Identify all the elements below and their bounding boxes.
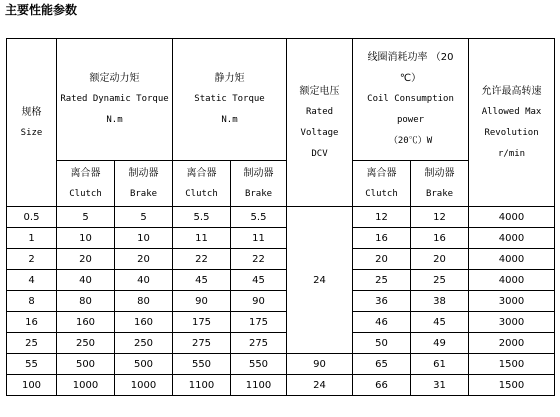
table-row	[7, 375, 555, 396]
cell-dynamic-clutch: 10	[57, 228, 115, 249]
cell-coil-clutch: 50	[353, 333, 411, 354]
cell-static-brake: 5.5	[231, 207, 287, 228]
subheader-coil-brake: 制动器 Brake	[411, 161, 469, 207]
page-title: 主要性能参数	[5, 3, 78, 17]
cell-dynamic-brake: 10	[115, 228, 173, 249]
cell-revolution: 3000	[469, 291, 555, 312]
cell-size: 1	[7, 228, 57, 249]
cell-coil-brake: 20	[411, 249, 469, 270]
cell-coil-brake: 61	[411, 354, 469, 375]
subheader-dynamic-brake: 制动器 Brake	[115, 161, 173, 207]
cell-coil-clutch: 12	[353, 207, 411, 228]
cell-revolution: 4000	[469, 207, 555, 228]
header-size: 规格 Size	[7, 39, 57, 207]
cell-dynamic-brake: 20	[115, 249, 173, 270]
cell-static-clutch: 5.5	[173, 207, 231, 228]
table-row	[7, 249, 555, 270]
header-coil-consumption: 线圈消耗功率 （20 ℃） Coil Consumption power （20℃）W	[353, 39, 469, 161]
cell-coil-brake: 31	[411, 375, 469, 396]
cell-revolution: 4000	[469, 270, 555, 291]
table-row	[7, 312, 555, 333]
cell-size: 4	[7, 270, 57, 291]
cell-voltage: 90	[287, 354, 353, 375]
cell-size: 100	[7, 375, 57, 396]
cell-coil-clutch: 36	[353, 291, 411, 312]
cell-coil-brake: 12	[411, 207, 469, 228]
cell-dynamic-clutch: 160	[57, 312, 115, 333]
cell-coil-clutch: 66	[353, 375, 411, 396]
table-header	[7, 39, 555, 207]
cell-dynamic-clutch: 1000	[57, 375, 115, 396]
cell-coil-clutch: 25	[353, 270, 411, 291]
cell-voltage: 24	[287, 207, 353, 354]
cell-revolution: 4000	[469, 228, 555, 249]
cell-dynamic-clutch: 40	[57, 270, 115, 291]
cell-size: 25	[7, 333, 57, 354]
cell-static-clutch: 275	[173, 333, 231, 354]
cell-coil-brake: 49	[411, 333, 469, 354]
cell-coil-brake: 45	[411, 312, 469, 333]
cell-static-clutch: 45	[173, 270, 231, 291]
cell-static-brake: 90	[231, 291, 287, 312]
cell-dynamic-clutch: 80	[57, 291, 115, 312]
cell-static-clutch: 90	[173, 291, 231, 312]
cell-coil-brake: 16	[411, 228, 469, 249]
cell-static-clutch: 550	[173, 354, 231, 375]
cell-size: 16	[7, 312, 57, 333]
header-rated-voltage: 额定电压 Rated Voltage DCV	[287, 39, 353, 207]
cell-dynamic-brake: 500	[115, 354, 173, 375]
cell-coil-clutch: 20	[353, 249, 411, 270]
table-row	[7, 207, 555, 228]
cell-revolution: 3000	[469, 312, 555, 333]
cell-static-clutch: 175	[173, 312, 231, 333]
cell-dynamic-brake: 1000	[115, 375, 173, 396]
table-row	[7, 333, 555, 354]
cell-coil-clutch: 65	[353, 354, 411, 375]
cell-static-brake: 1100	[231, 375, 287, 396]
cell-size: 55	[7, 354, 57, 375]
table-body	[7, 207, 555, 396]
cell-static-brake: 22	[231, 249, 287, 270]
subheader-static-brake: 制动器 Brake	[231, 161, 287, 207]
cell-dynamic-brake: 80	[115, 291, 173, 312]
cell-dynamic-brake: 250	[115, 333, 173, 354]
cell-static-clutch: 22	[173, 249, 231, 270]
cell-dynamic-brake: 160	[115, 312, 173, 333]
cell-dynamic-clutch: 5	[57, 207, 115, 228]
cell-size: 8	[7, 291, 57, 312]
subheader-coil-clutch: 离合器 Clutch	[353, 161, 411, 207]
cell-coil-clutch: 16	[353, 228, 411, 249]
cell-size: 2	[7, 249, 57, 270]
cell-dynamic-clutch: 500	[57, 354, 115, 375]
table-row	[7, 354, 555, 375]
header-static-torque: 静力矩 Static Torque N.m	[173, 39, 287, 161]
cell-static-brake: 175	[231, 312, 287, 333]
cell-static-clutch: 1100	[173, 375, 231, 396]
cell-revolution: 2000	[469, 333, 555, 354]
cell-coil-brake: 38	[411, 291, 469, 312]
table-row	[7, 291, 555, 312]
subheader-static-clutch: 离合器 Clutch	[173, 161, 231, 207]
cell-size: 0.5	[7, 207, 57, 228]
cell-static-brake: 275	[231, 333, 287, 354]
cell-dynamic-clutch: 20	[57, 249, 115, 270]
cell-dynamic-clutch: 250	[57, 333, 115, 354]
header-rated-dynamic-torque: 额定动力矩 Rated Dynamic Torque N.m	[57, 39, 173, 161]
table-row	[7, 270, 555, 291]
cell-dynamic-brake: 40	[115, 270, 173, 291]
cell-voltage: 24	[287, 375, 353, 396]
table-row	[7, 228, 555, 249]
cell-revolution: 4000	[469, 249, 555, 270]
subheader-dynamic-clutch: 离合器 Clutch	[57, 161, 115, 207]
cell-dynamic-brake: 5	[115, 207, 173, 228]
cell-static-clutch: 11	[173, 228, 231, 249]
cell-static-brake: 11	[231, 228, 287, 249]
cell-static-brake: 550	[231, 354, 287, 375]
cell-revolution: 1500	[469, 354, 555, 375]
cell-coil-brake: 25	[411, 270, 469, 291]
cell-revolution: 1500	[469, 375, 555, 396]
cell-coil-clutch: 46	[353, 312, 411, 333]
cell-static-brake: 45	[231, 270, 287, 291]
header-allowed-max-revolution: 允许最高转速 Allowed Max Revolution r/min	[469, 39, 555, 207]
performance-table	[6, 38, 555, 396]
